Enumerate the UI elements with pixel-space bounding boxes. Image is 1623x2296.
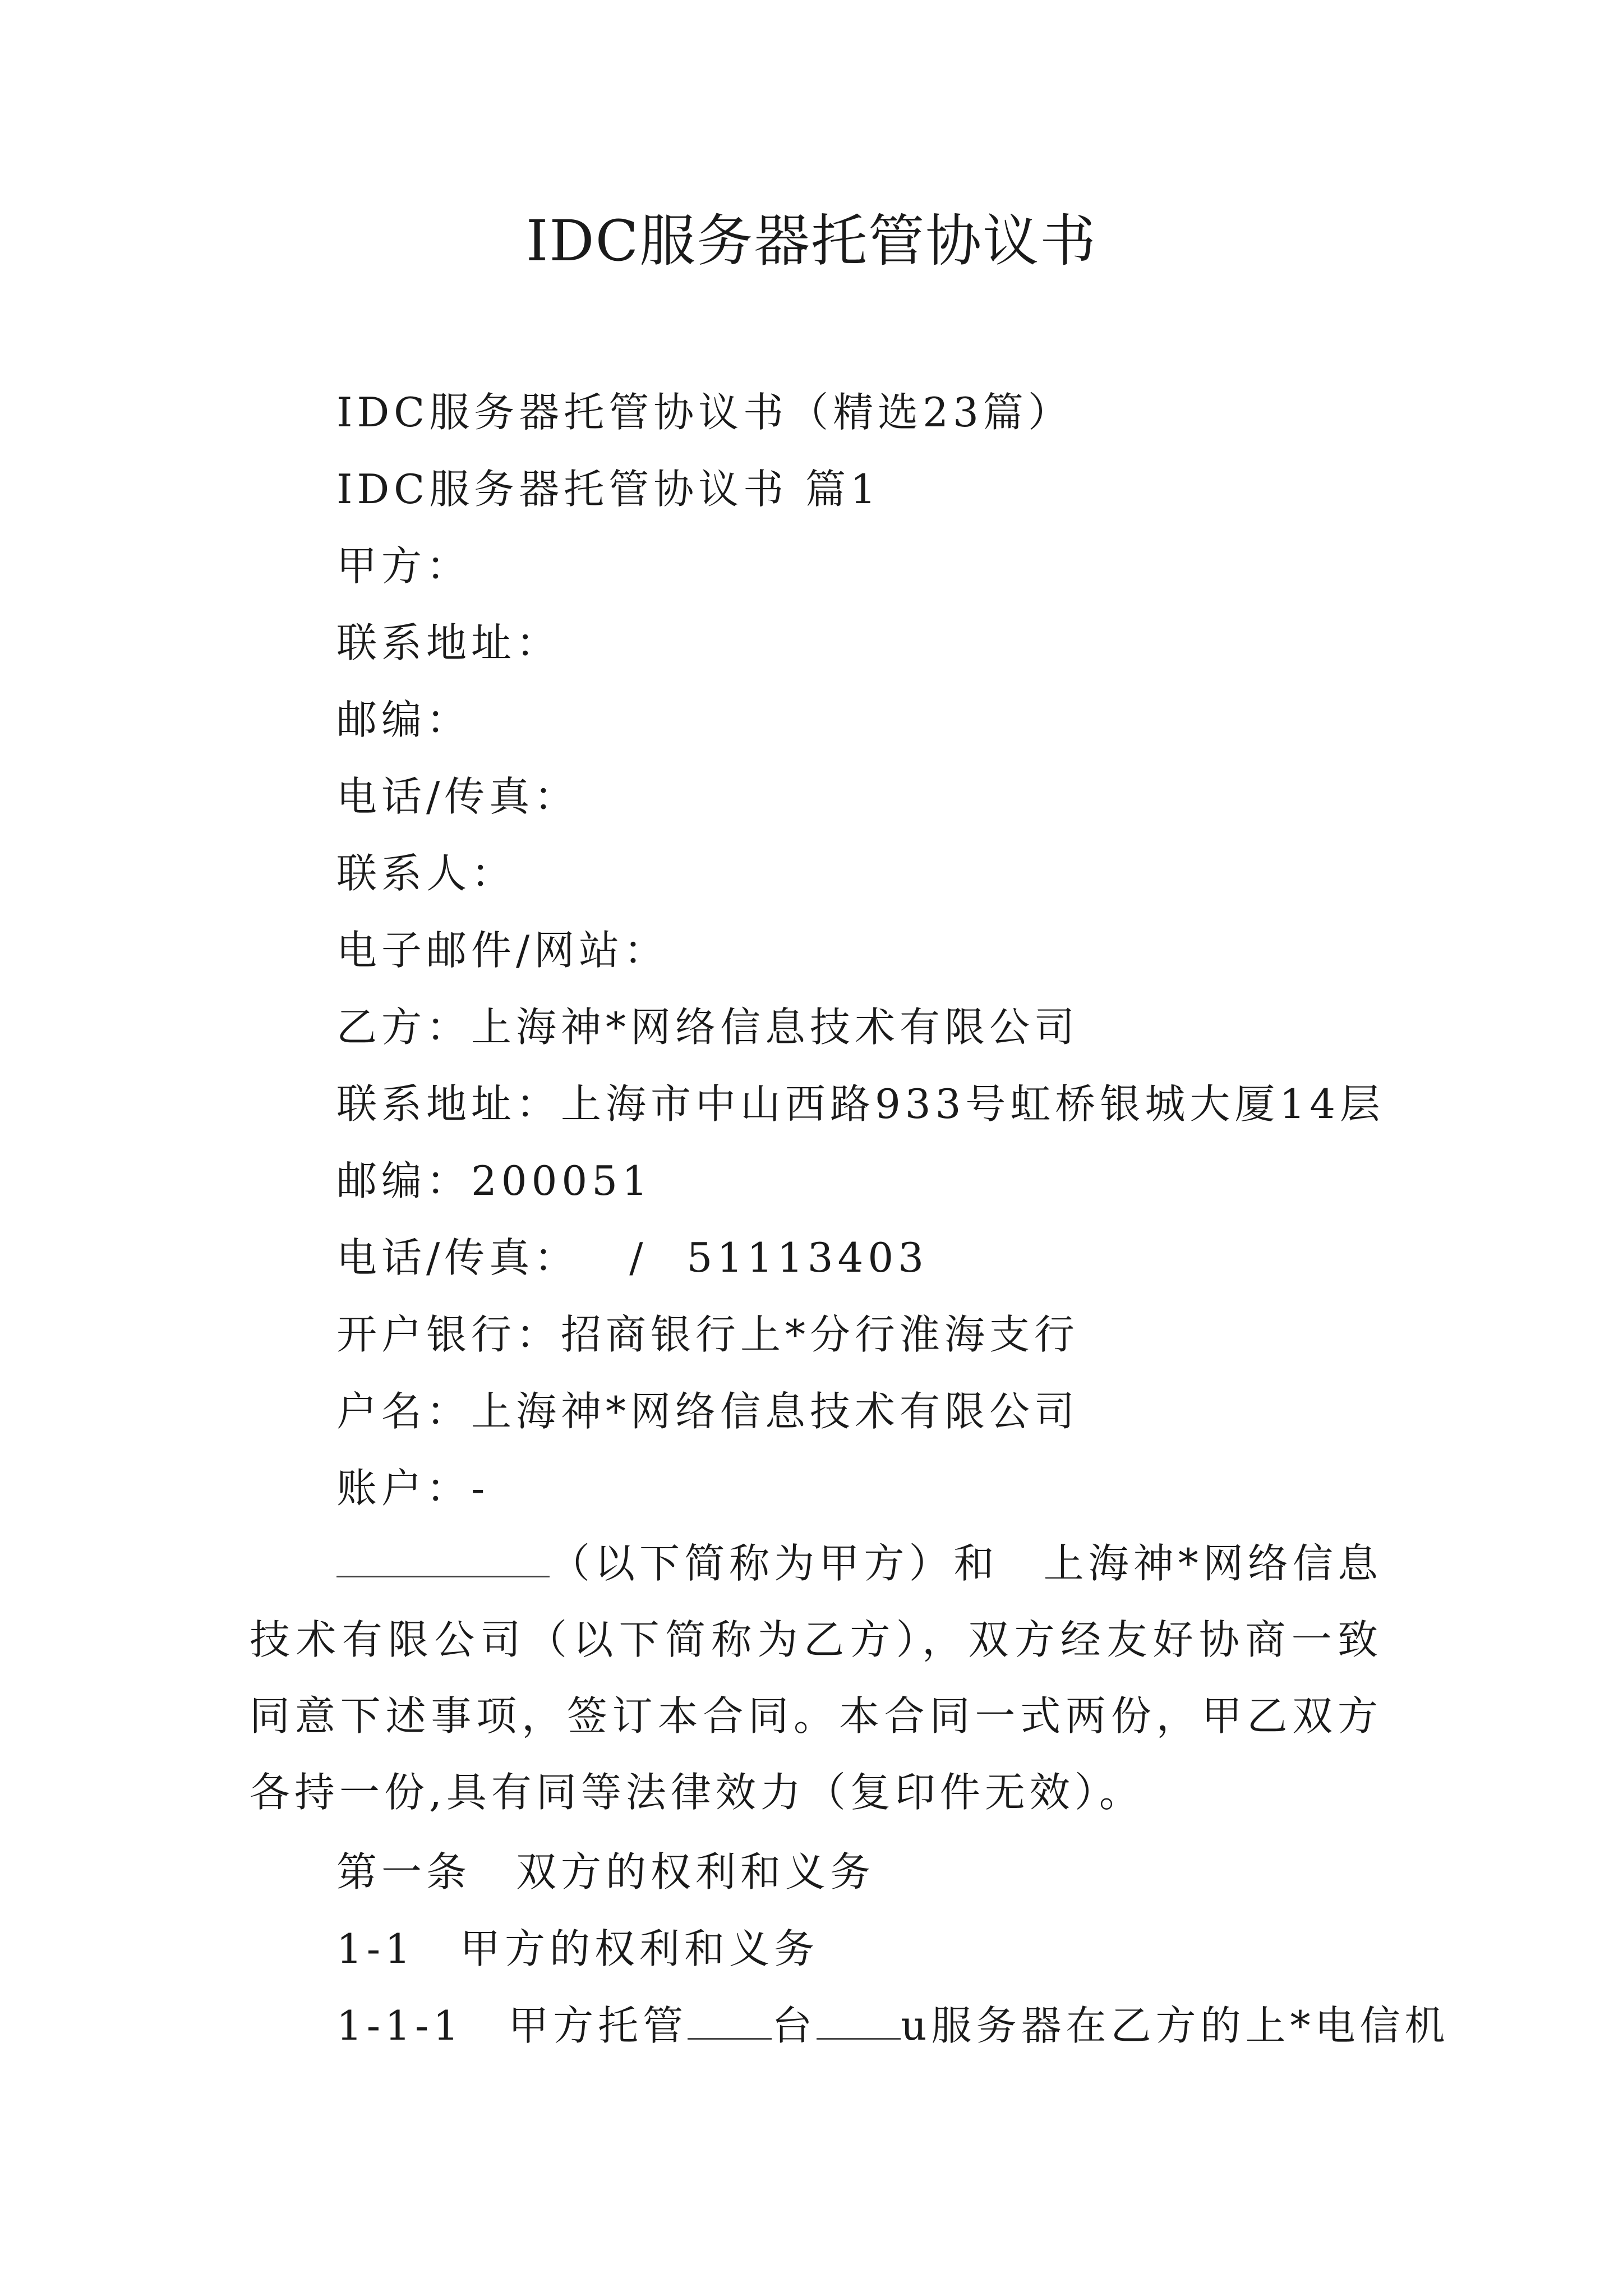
clause-1-1-1-prefix: 1-1-1 甲方托管	[336, 2002, 688, 2049]
clause-1-1-heading: 1-1 甲方的权利和义务	[336, 1925, 819, 1972]
party-a-address-label: 联系地址：	[336, 619, 561, 666]
server-count-blank	[688, 1999, 772, 2040]
party-b-phone-value: 51113403	[686, 1234, 928, 1281]
article-1-heading: 第一条 双方的权利和义务	[336, 1848, 875, 1895]
party-b-postcode: 邮编：200051	[336, 1157, 652, 1204]
party-a-label: 甲方：	[336, 542, 472, 590]
server-size-blank	[817, 1999, 901, 2040]
document-title: IDC服务器托管协议书	[525, 208, 1098, 274]
section-heading: IDC服务器托管协议书 篇1	[336, 466, 880, 513]
clause-1-1-1-suffix: u服务器在乙方的上*电信机	[901, 2002, 1450, 2049]
party-b-address: 联系地址：上海市中山西路933号虹桥银城大厦14层	[336, 1080, 1385, 1128]
party-a-name-blank	[336, 1536, 550, 1577]
clause-1-1-1-mid: 台	[772, 2002, 817, 2049]
party-b-phone-line	[336, 1230, 928, 1286]
party-a-email-label: 电子邮件/网站：	[336, 927, 669, 974]
party-b-bank: 开户银行：招商银行上*分行淮海支行	[336, 1311, 1080, 1358]
party-b-phone-label: 电话/传真：	[336, 1234, 579, 1281]
intro-paragraph	[250, 1525, 1382, 1830]
party-b-account: 账户：-	[336, 1465, 490, 1512]
party-b-account-name: 户名：上海神*网络信息技术有限公司	[336, 1388, 1080, 1435]
clause-1-1-1	[336, 1998, 1449, 2054]
intro-paragraph-text: （以下简称为甲方）和 上海神*网络信息技术有限公司（以下简称为乙方），双方经友好协商一致同意下述事项，签订本合同。本合同一式两份，甲乙双方各持一份,具有同等法律效力（复印件无效）。	[250, 1540, 1382, 1816]
document-subtitle: IDC服务器托管协议书（精选23篇）	[336, 389, 1073, 436]
party-b-name: 乙方：上海神*网络信息技术有限公司	[336, 1004, 1080, 1051]
party-a-contact-label: 联系人：	[336, 850, 517, 897]
party-a-postcode-label: 邮编：	[336, 696, 472, 743]
party-a-phone-label: 电话/传真：	[336, 773, 579, 820]
party-b-phone-separator: /	[629, 1234, 648, 1281]
